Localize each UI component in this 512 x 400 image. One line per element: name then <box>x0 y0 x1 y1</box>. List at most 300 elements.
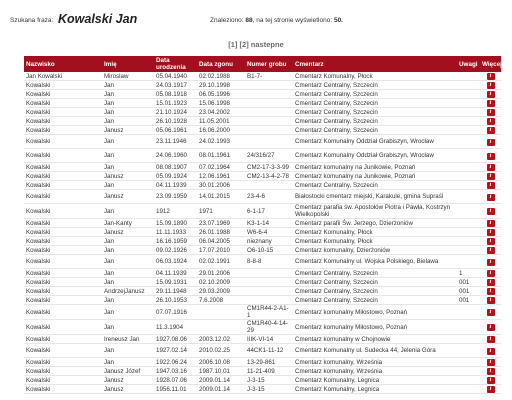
cell-cmentarz: Cmentarz Centralny, Szczecin <box>293 287 457 296</box>
cell-imie: Janusz <box>102 190 154 204</box>
cell-cmentarz: Cmentarz Centralny, Szczecin <box>293 296 457 305</box>
cell-wiecej <box>480 149 501 163</box>
cell-grobu: 11-21-409 <box>245 367 293 376</box>
cell-uwagi <box>457 190 480 204</box>
cell-wiecej <box>480 344 501 358</box>
cell-zgonu: 16.06.2000 <box>197 126 245 135</box>
cell-cmentarz: Cmentarz Komunalny, Legnica <box>293 385 457 394</box>
cell-urodzenia: 07.07.1916 <box>154 305 197 320</box>
cell-nazwisko: Kowalski <box>24 172 102 181</box>
cell-uwagi <box>457 204 480 219</box>
cell-imie: Jan <box>102 237 154 246</box>
cell-cmentarz: Cmentarz komunalny na Junikowie, Poznań <box>293 172 457 181</box>
cell-nazwisko: Kowalski <box>24 228 102 237</box>
column-header-nazwisko[interactable]: Nazwisko <box>24 56 102 72</box>
cell-nazwisko: Kowalski <box>24 237 102 246</box>
cell-nazwisko: Kowalski <box>24 90 102 99</box>
cell-cmentarz: Cmentarz komunalny, Dzierżoniów <box>293 246 457 255</box>
cell-urodzenia: 09.02.1926 <box>154 246 197 255</box>
table-row <box>24 219 501 228</box>
cell-imie: Janusz <box>102 376 154 385</box>
column-header-numer-grobu[interactable]: Numer grobu <box>245 56 293 72</box>
table-row <box>24 358 501 367</box>
cell-wiecej <box>480 320 501 335</box>
cell-grobu: 24/316/27 <box>245 149 293 163</box>
info-icon[interactable]: i <box>487 336 495 343</box>
column-header-cmentarz[interactable]: Cmentarz <box>293 56 457 72</box>
info-icon[interactable]: i <box>487 100 495 107</box>
table-row <box>24 126 501 135</box>
table-row <box>24 72 501 81</box>
cell-imie: Janusz <box>102 228 154 237</box>
cell-zgonu: 1987.10.01 <box>197 367 245 376</box>
cell-wiecej <box>480 90 501 99</box>
cell-uwagi <box>457 126 480 135</box>
cell-nazwisko: Kowalski <box>24 305 102 320</box>
cell-uwagi <box>457 172 480 181</box>
cell-grobu: J-3-15 <box>245 385 293 394</box>
table-row <box>24 149 501 163</box>
cell-grobu: IIIK-VI-14 <box>245 335 293 344</box>
cell-nazwisko: Kowalski <box>24 278 102 287</box>
cell-grobu: B1-7- <box>245 72 293 81</box>
cell-uwagi <box>457 72 480 81</box>
cell-imie: Jan <box>102 90 154 99</box>
cell-wiecej <box>480 335 501 344</box>
cell-urodzenia: 1922.06.24 <box>154 358 197 367</box>
cell-grobu <box>245 135 293 149</box>
table-row <box>24 305 501 320</box>
cell-wiecej <box>480 172 501 181</box>
cell-zgonu <box>197 305 245 320</box>
cell-uwagi <box>457 367 480 376</box>
info-icon[interactable]: i <box>487 208 495 215</box>
cell-uwagi <box>457 358 480 367</box>
pagination <box>0 40 512 49</box>
cell-grobu: J-3-15 <box>245 376 293 385</box>
cell-nazwisko: Kowalski <box>24 204 102 219</box>
cell-wiecej <box>480 135 501 149</box>
cell-uwagi <box>457 163 480 172</box>
cell-zgonu: 26.01.1988 <box>197 228 245 237</box>
info-icon[interactable]: i <box>487 194 495 201</box>
cell-imie: Ireneusz Jan <box>102 335 154 344</box>
cell-grobu: W6-6-4 <box>245 228 293 237</box>
cell-wiecej <box>480 81 501 90</box>
cell-wiecej <box>480 367 501 376</box>
cell-grobu <box>245 90 293 99</box>
cell-zgonu: 06.05.1996 <box>197 90 245 99</box>
cell-wiecej <box>480 72 501 81</box>
cell-zgonu: 02.02.1988 <box>197 72 245 81</box>
info-icon[interactable]: i <box>487 109 495 116</box>
cell-uwagi <box>457 99 480 108</box>
cell-zgonu: 29.03.2009 <box>197 287 245 296</box>
cell-grobu <box>245 81 293 90</box>
cell-nazwisko: Kowalski <box>24 163 102 172</box>
cell-imie: Jan <box>102 278 154 287</box>
cell-wiecej <box>480 117 501 126</box>
cell-grobu <box>245 108 293 117</box>
cell-uwagi <box>457 305 480 320</box>
cell-uwagi <box>457 81 480 90</box>
cell-urodzenia: 16.16.1959 <box>154 237 197 246</box>
cell-urodzenia: 21.10.1924 <box>154 108 197 117</box>
table-row <box>24 237 501 246</box>
cell-nazwisko: Kowalski <box>24 149 102 163</box>
found-label: Znaleziono: <box>210 17 244 24</box>
cell-nazwisko: Kowalski <box>24 269 102 278</box>
cell-imie: Janusz <box>102 385 154 394</box>
cell-urodzenia: 1912 <box>154 204 197 219</box>
cell-imie: Jan <box>102 181 154 190</box>
cell-uwagi: 001 <box>457 287 480 296</box>
cell-grobu <box>245 181 293 190</box>
info-icon[interactable]: i <box>487 238 495 245</box>
table-row <box>24 108 501 117</box>
cell-wiecej <box>480 237 501 246</box>
cell-imie: Janusz Józef <box>102 367 154 376</box>
cell-grobu <box>245 117 293 126</box>
cell-nazwisko: Jan Kowalski <box>24 72 102 81</box>
cell-imie: Jan <box>102 117 154 126</box>
table-row <box>24 385 501 394</box>
cell-urodzenia: 24.06.1960 <box>154 149 197 163</box>
cell-imie: Miroslaw <box>102 72 154 81</box>
cell-grobu: 13-29-861 <box>245 358 293 367</box>
cell-imie: Jan <box>102 135 154 149</box>
cell-uwagi <box>457 90 480 99</box>
info-icon[interactable]: i <box>487 259 495 266</box>
cell-uwagi <box>457 320 480 335</box>
cell-nazwisko: Kowalski <box>24 320 102 335</box>
cell-zgonu: 02.10.2009 <box>197 278 245 287</box>
cell-imie: Jan-Kanty <box>102 219 154 228</box>
found-count: 88 <box>245 17 253 24</box>
cell-urodzenia: 26.10.1953 <box>154 296 197 305</box>
results-table-body <box>24 72 501 394</box>
table-row <box>24 255 501 269</box>
cell-nazwisko: Kowalski <box>24 287 102 296</box>
results-table <box>24 56 501 394</box>
cell-urodzenia: 04.11.1939 <box>154 181 197 190</box>
cell-uwagi <box>457 335 480 344</box>
page-link-2[interactable]: [2] <box>239 40 249 49</box>
cell-zgonu: 06.04.2005 <box>197 237 245 246</box>
cell-urodzenia: 1928.07.06 <box>154 376 197 385</box>
cell-cmentarz: Cmentarz Komunalny Oddział Grabiszyn, Wrocław <box>293 149 457 163</box>
cell-urodzenia: 1956.11.01 <box>154 385 197 394</box>
cell-uwagi <box>457 181 480 190</box>
cell-nazwisko: Kowalski <box>24 99 102 108</box>
cell-grobu <box>245 99 293 108</box>
cell-zgonu: 15.06.1998 <box>197 99 245 108</box>
info-icon[interactable]: i <box>487 91 495 98</box>
search-summary <box>10 11 505 31</box>
cell-zgonu: 1971 <box>197 204 245 219</box>
cell-zgonu: 2009.01.14 <box>197 376 245 385</box>
search-phrase-label: Szukana fraza: <box>10 17 54 24</box>
cell-wiecej <box>480 269 501 278</box>
info-icon[interactable]: i <box>487 118 495 125</box>
cell-wiecej <box>480 255 501 269</box>
cell-zgonu: 23.07.1969 <box>197 219 245 228</box>
cell-wiecej <box>480 296 501 305</box>
cell-wiecej <box>480 181 501 190</box>
cell-nazwisko: Kowalski <box>24 219 102 228</box>
cell-cmentarz: Cmentarz komunalny Miłostowo, Poznań <box>293 320 457 335</box>
cell-grobu: 6-1-17 <box>245 204 293 219</box>
cell-wiecej <box>480 108 501 117</box>
cell-zgonu: 24.02.1993 <box>197 135 245 149</box>
column-header-data-urodzenia[interactable]: Data urodzenia <box>154 56 197 72</box>
table-row <box>24 172 501 181</box>
info-icon[interactable]: i <box>487 153 495 160</box>
cell-nazwisko: Kowalski <box>24 385 102 394</box>
table-row <box>24 163 501 172</box>
cell-cmentarz: Cmentarz Komunalny ul. Wojska Polskiego, Bielawa <box>293 255 457 269</box>
info-icon[interactable]: i <box>487 82 495 89</box>
cell-zgonu: 17.07.2010 <box>197 246 245 255</box>
cell-urodzenia: 05.04.1940 <box>154 72 197 81</box>
cell-nazwisko: Kowalski <box>24 135 102 149</box>
cell-zgonu: 29.10.1998 <box>197 81 245 90</box>
cell-uwagi <box>457 228 480 237</box>
info-icon[interactable]: i <box>487 270 495 277</box>
cell-wiecej <box>480 163 501 172</box>
table-row <box>24 269 501 278</box>
cell-wiecej <box>480 219 501 228</box>
info-icon[interactable]: i <box>487 73 495 80</box>
cell-cmentarz: Cmentarz komunalny w Chojnowie <box>293 335 457 344</box>
table-row <box>24 190 501 204</box>
cell-wiecej <box>480 376 501 385</box>
cell-uwagi: 001 <box>457 278 480 287</box>
cell-uwagi <box>457 246 480 255</box>
cell-urodzenia: 11.11.1933 <box>154 228 197 237</box>
cell-zgonu: 08.01.1961 <box>197 149 245 163</box>
column-header-data-zgonu[interactable]: Data zgonu <box>197 56 245 72</box>
cell-grobu: CM1R44-2-A1-1 <box>245 305 293 320</box>
cell-uwagi: 1 <box>457 269 480 278</box>
cell-cmentarz: Cmentarz Komunalny, Legnica <box>293 376 457 385</box>
cell-uwagi <box>457 108 480 117</box>
cell-nazwisko: Kowalski <box>24 296 102 305</box>
cell-urodzenia: 05.08.1918 <box>154 90 197 99</box>
cell-imie: Jan <box>102 269 154 278</box>
next-page-link[interactable]: nastepne <box>250 40 284 49</box>
cell-nazwisko: Kowalski <box>24 246 102 255</box>
cell-urodzenia: 1927.08.06 <box>154 335 197 344</box>
cell-grobu <box>245 126 293 135</box>
info-icon[interactable]: i <box>487 368 495 375</box>
cell-urodzenia: 29.11.1948 <box>154 287 197 296</box>
cell-urodzenia: 11.3.1904 <box>154 320 197 335</box>
cell-imie: Jan <box>102 296 154 305</box>
cell-imie: Jan <box>102 81 154 90</box>
cell-urodzenia: 1947.03.16 <box>154 367 197 376</box>
cell-grobu <box>245 296 293 305</box>
cell-wiecej <box>480 278 501 287</box>
cell-zgonu: 11.05.2001 <box>197 117 245 126</box>
cell-grobu: 23-4-6 <box>245 190 293 204</box>
info-icon[interactable]: i <box>487 324 495 331</box>
cell-grobu: CM1R40-4-14-29 <box>245 320 293 335</box>
cell-nazwisko: Kowalski <box>24 126 102 135</box>
cell-cmentarz: Cmentarz Centralny, Szczecin <box>293 90 457 99</box>
table-row <box>24 99 501 108</box>
cell-grobu: 8-8-8 <box>245 255 293 269</box>
cell-cmentarz: Cmentarz Centralny, Szczecin <box>293 117 457 126</box>
info-icon[interactable]: i <box>487 386 495 393</box>
info-icon[interactable]: i <box>487 288 495 295</box>
results-count-info <box>210 17 343 24</box>
cell-zgonu <box>197 320 245 335</box>
info-icon[interactable]: i <box>487 164 495 171</box>
info-icon[interactable]: i <box>487 173 495 180</box>
cell-urodzenia: 15.09.1890 <box>154 219 197 228</box>
info-icon[interactable]: i <box>487 127 495 134</box>
cell-nazwisko: Kowalski <box>24 367 102 376</box>
table-row <box>24 287 501 296</box>
cell-zgonu: 12.06.1961 <box>197 172 245 181</box>
cell-grobu: CM2-13-4-2-78 <box>245 172 293 181</box>
cell-nazwisko: Kowalski <box>24 117 102 126</box>
column-header-uwagi: Uwagi <box>457 56 480 72</box>
cell-urodzenia: 06.03.1924 <box>154 255 197 269</box>
cell-urodzenia: 26.10.1928 <box>154 117 197 126</box>
cell-urodzenia: 15.01.1923 <box>154 99 197 108</box>
cell-cmentarz: Cmentarz Centralny, Szczecin <box>293 99 457 108</box>
cell-cmentarz: Cmentarz Centralny, Szczecin <box>293 108 457 117</box>
cell-zgonu: 30.01.2006 <box>197 181 245 190</box>
cell-wiecej <box>480 228 501 237</box>
cell-imie: AndrzejJanusz <box>102 287 154 296</box>
cell-uwagi <box>457 344 480 358</box>
cell-wiecej <box>480 305 501 320</box>
cell-urodzenia: 1927.02.14 <box>154 344 197 358</box>
info-icon[interactable]: i <box>487 279 495 286</box>
cell-nazwisko: Kowalski <box>24 344 102 358</box>
table-row <box>24 204 501 219</box>
table-row <box>24 367 501 376</box>
cell-cmentarz: Cmentarz komunalny, Września <box>293 367 457 376</box>
cell-imie: Janusz <box>102 172 154 181</box>
cell-grobu <box>245 278 293 287</box>
cell-cmentarz: Cmentarz komunalny Miłostowo, Poznań <box>293 305 457 320</box>
cell-urodzenia: 23.11.1946 <box>154 135 197 149</box>
cell-imie: Jan <box>102 246 154 255</box>
cell-nazwisko: Kowalski <box>24 358 102 367</box>
cell-urodzenia: 05.09.1924 <box>154 172 197 181</box>
search-phrase: Kowalski Jan <box>58 12 138 26</box>
cell-grobu: CM2-17-3-3-99 <box>245 163 293 172</box>
cell-wiecej <box>480 385 501 394</box>
cell-imie: Jan <box>102 163 154 172</box>
cell-uwagi <box>457 219 480 228</box>
table-row <box>24 335 501 344</box>
cell-urodzenia: 04.11.1939 <box>154 269 197 278</box>
info-icon[interactable]: i <box>487 229 495 236</box>
cell-grobu <box>245 269 293 278</box>
info-icon[interactable]: i <box>487 247 495 254</box>
cell-urodzenia: 15.09.1931 <box>154 278 197 287</box>
table-row <box>24 181 501 190</box>
info-icon[interactable]: i <box>487 377 495 384</box>
cell-cmentarz: Białostocki cmentarz miejski, Karakule, gmina Supraśl <box>293 190 457 204</box>
info-icon[interactable]: i <box>487 297 495 304</box>
cell-uwagi <box>457 135 480 149</box>
info-icon[interactable]: i <box>487 359 495 366</box>
cell-uwagi <box>457 117 480 126</box>
cell-imie: Jan <box>102 108 154 117</box>
cell-cmentarz: Cmentarz Centralny, Szczecin <box>293 126 457 135</box>
cell-uwagi <box>457 385 480 394</box>
cell-zgonu: 29.01.2006 <box>197 269 245 278</box>
shown-label: , na tej stronie wyświetlono: <box>252 17 333 24</box>
cell-nazwisko: Kowalski <box>24 190 102 204</box>
table-row <box>24 90 501 99</box>
cell-zgonu: 2006.10.08 <box>197 358 245 367</box>
cell-nazwisko: Kowalski <box>24 181 102 190</box>
cell-grobu: 44CK1-11-12 <box>245 344 293 358</box>
cell-zgonu: 2010.02.25 <box>197 344 245 358</box>
cell-urodzenia: 24.03.1917 <box>154 81 197 90</box>
cell-uwagi <box>457 149 480 163</box>
cell-wiecej <box>480 287 501 296</box>
cell-cmentarz: Cmentarz parafii Św. Jerzego, Dzierzoniów <box>293 219 457 228</box>
cell-imie: Jan <box>102 99 154 108</box>
page-link-1[interactable]: [1] <box>228 40 238 49</box>
cell-nazwisko: Kowalski <box>24 376 102 385</box>
cell-zgonu: 23.04.2002 <box>197 108 245 117</box>
table-row <box>24 376 501 385</box>
cell-cmentarz: Cmentarz komunalny na Junikowie, Poznań <box>293 163 457 172</box>
info-icon[interactable]: i <box>487 309 495 316</box>
cell-wiecej <box>480 126 501 135</box>
table-row <box>24 117 501 126</box>
cell-imie: Jan <box>102 344 154 358</box>
cell-imie: Jan <box>102 149 154 163</box>
cell-urodzenia: 05.06.1961 <box>154 126 197 135</box>
cell-imie: Jan <box>102 305 154 320</box>
info-icon[interactable]: i <box>487 348 495 355</box>
cell-imie: Jan <box>102 320 154 335</box>
info-icon[interactable]: i <box>487 139 495 146</box>
cell-cmentarz: Cmentarz Komunalny, Płock <box>293 228 457 237</box>
info-icon[interactable]: i <box>487 220 495 227</box>
cell-uwagi: 001 <box>457 296 480 305</box>
table-header-row <box>24 56 501 72</box>
cell-grobu: nieznany <box>245 237 293 246</box>
cell-zgonu: 14.01.2015 <box>197 190 245 204</box>
cell-grobu: K3-1-14 <box>245 219 293 228</box>
cell-cmentarz: Cmentarz komunalny, Września <box>293 358 457 367</box>
info-icon[interactable]: i <box>487 182 495 189</box>
table-row <box>24 296 501 305</box>
column-header-imie[interactable]: Imię <box>102 56 154 72</box>
cell-uwagi <box>457 237 480 246</box>
cell-cmentarz: Cmentarz Centralny, Szczecin <box>293 81 457 90</box>
cell-urodzenia: 08.08.1907 <box>154 163 197 172</box>
cell-uwagi <box>457 255 480 269</box>
column-header-wiecej: Więcej <box>480 56 501 72</box>
cell-zgonu: 02.02.1991 <box>197 255 245 269</box>
cell-cmentarz: Cmentarz Centralny, Szczecin <box>293 278 457 287</box>
table-row <box>24 81 501 90</box>
cell-imie: Jan <box>102 358 154 367</box>
cell-nazwisko: Kowalski <box>24 81 102 90</box>
